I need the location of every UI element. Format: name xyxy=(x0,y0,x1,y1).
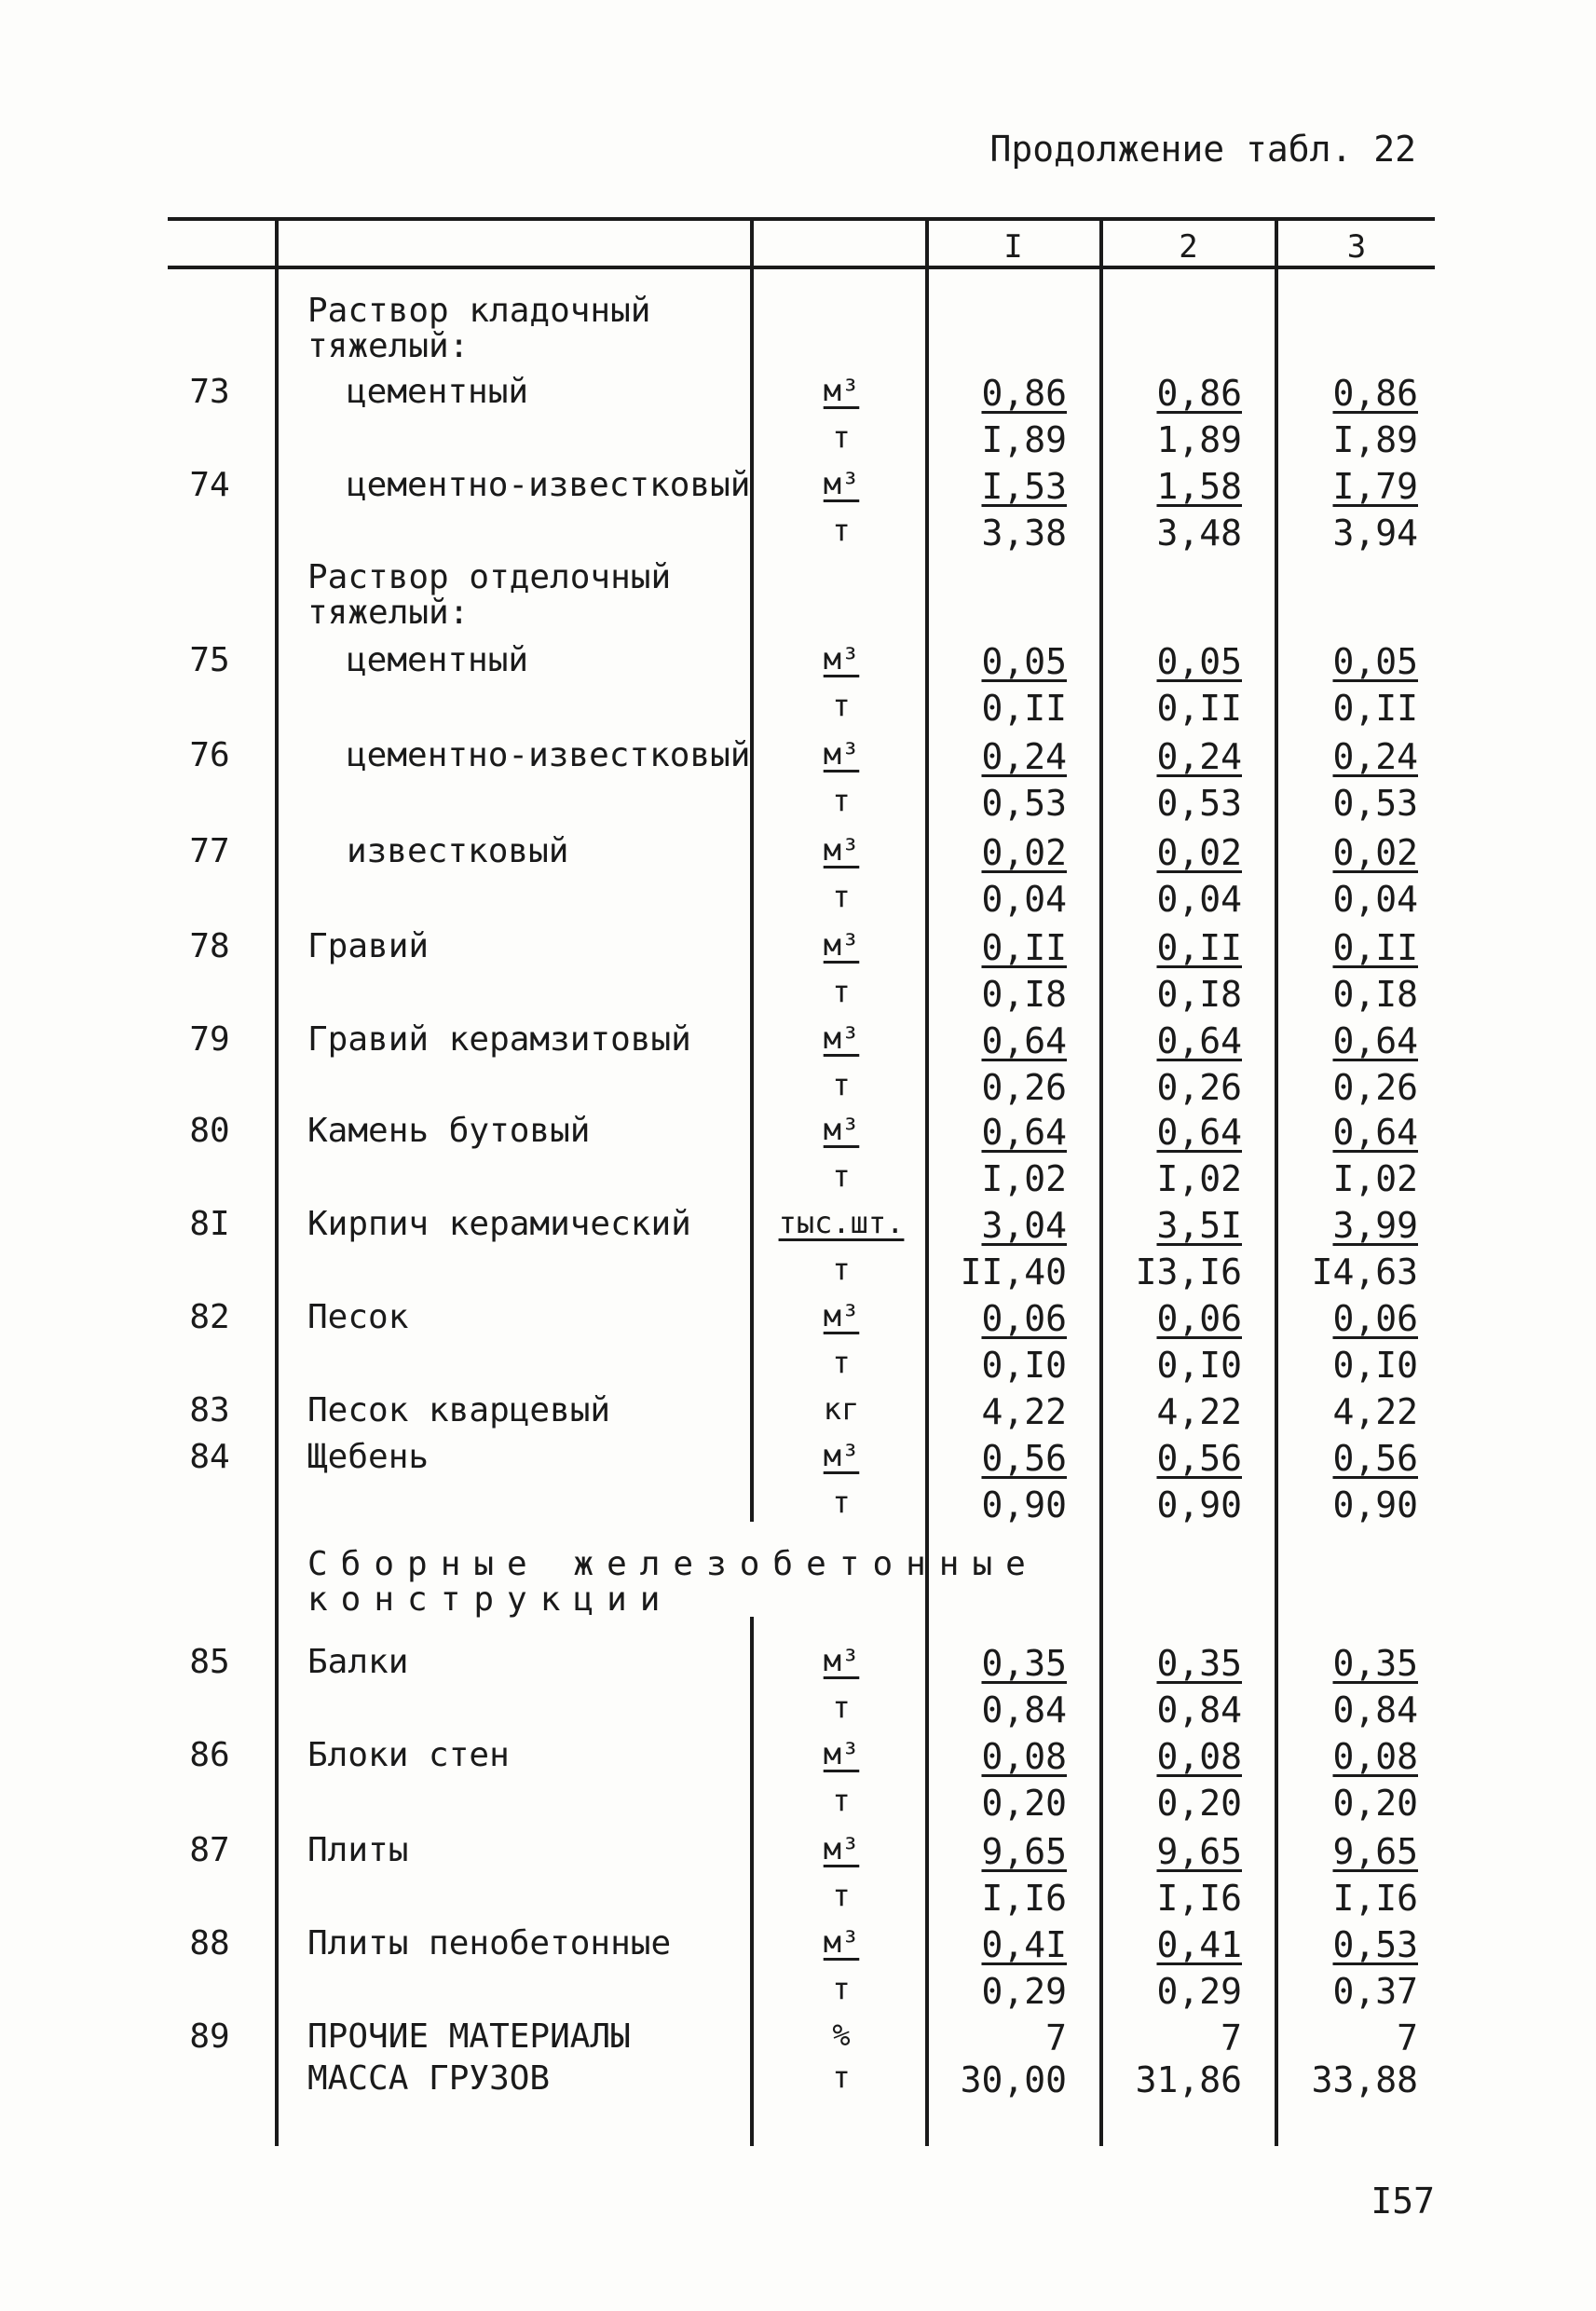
value-cell-1: 30,00 xyxy=(960,2059,1067,2100)
value-cell-1: 0,56 xyxy=(981,1438,1067,1479)
unit-cell xyxy=(762,1391,921,1427)
value-cell-2: 0,24 xyxy=(1156,736,1242,777)
unit-cell xyxy=(762,1345,921,1380)
row-number: 8I xyxy=(189,1205,230,1243)
value-cell-1: I,89 xyxy=(981,419,1067,460)
material-name: известковый xyxy=(347,832,569,870)
value-cell-3: 0,84 xyxy=(1332,1689,1418,1730)
value-cell-3: I,I6 xyxy=(1332,1878,1418,1919)
value-cell-1: 0,53 xyxy=(981,783,1067,824)
column-header-2: 2 xyxy=(1179,228,1198,266)
table-header-rule xyxy=(168,266,1435,269)
value-cell-3: 0,02 xyxy=(1332,832,1418,873)
value-cell-3: I,02 xyxy=(1332,1158,1418,1199)
value-cell-1: I,I6 xyxy=(981,1878,1067,1919)
unit-cell xyxy=(762,1924,921,1960)
value-cell-1: II,40 xyxy=(960,1251,1067,1292)
unit-label: м³ xyxy=(823,1831,860,1867)
unit-label: т xyxy=(832,879,851,914)
value-cell-2: 0,29 xyxy=(1156,1971,1242,2012)
value-cell-1: 7 xyxy=(1045,2017,1067,2058)
unit-cell xyxy=(762,373,921,408)
value-cell-2: 0,90 xyxy=(1156,1484,1242,1525)
value-cell-2: 0,I8 xyxy=(1156,974,1242,1015)
unit-cell xyxy=(762,1484,921,1520)
value-cell-1: 0,I8 xyxy=(981,974,1067,1015)
page-number: I57 xyxy=(1371,2181,1435,2222)
row-number: 83 xyxy=(189,1391,230,1429)
value-cell-3: I,79 xyxy=(1332,466,1418,507)
value-cell-2: I,02 xyxy=(1156,1158,1242,1199)
section-heading-masonry-mortar: Раствор кладочный тяжелый: xyxy=(307,292,651,365)
unit-label: т xyxy=(832,1689,851,1725)
unit-cell xyxy=(762,1878,921,1913)
row-number: 89 xyxy=(189,2017,230,2056)
value-cell-1: 0,I0 xyxy=(981,1345,1067,1386)
value-cell-1: 0,20 xyxy=(981,1783,1067,1824)
value-cell-2: 4,22 xyxy=(1156,1391,1242,1432)
value-cell-2: 0,53 xyxy=(1156,783,1242,824)
unit-cell xyxy=(762,466,921,501)
value-cell-2: 0,04 xyxy=(1156,879,1242,920)
unit-cell xyxy=(762,1067,921,1102)
column-rule xyxy=(750,1617,754,2146)
value-cell-1: 3,38 xyxy=(981,513,1067,554)
row-number: 77 xyxy=(189,832,230,870)
unit-label: т xyxy=(832,1971,851,2006)
unit-cell xyxy=(762,1112,921,1147)
value-cell-1: 0,4I xyxy=(981,1924,1067,1965)
value-cell-3: 0,06 xyxy=(1332,1298,1418,1339)
value-cell-2: 0,64 xyxy=(1156,1020,1242,1061)
value-cell-3: 0,90 xyxy=(1332,1484,1418,1525)
row-number: 78 xyxy=(189,927,230,965)
value-cell-1: 0,08 xyxy=(981,1736,1067,1777)
section-heading-finishing-mortar: Раствор отделочный тяжелый: xyxy=(307,558,672,632)
value-cell-1: 0,04 xyxy=(981,879,1067,920)
value-cell-2: 0,II xyxy=(1156,688,1242,729)
value-cell-2: 0,02 xyxy=(1156,832,1242,873)
material-name: Плиты xyxy=(307,1831,409,1869)
value-cell-3: 4,22 xyxy=(1332,1391,1418,1432)
unit-label: кг xyxy=(823,1391,860,1427)
unit-label: м³ xyxy=(823,1112,860,1147)
value-cell-2: 1,89 xyxy=(1156,419,1242,460)
row-number: 87 xyxy=(189,1831,230,1869)
value-cell-1: 0,86 xyxy=(981,373,1067,414)
unit-label: т xyxy=(832,419,851,455)
value-cell-2: 0,II xyxy=(1156,927,1242,968)
value-cell-2: 7 xyxy=(1221,2017,1242,2058)
unit-cell xyxy=(762,783,921,818)
unit-label: м³ xyxy=(823,1020,860,1056)
unit-cell xyxy=(762,1298,921,1333)
unit-cell xyxy=(762,1831,921,1867)
row-number: 75 xyxy=(189,641,230,679)
material-name: МАССА ГРУЗОВ xyxy=(307,2059,551,2098)
unit-label: т xyxy=(832,783,851,818)
unit-label: т xyxy=(832,1484,851,1520)
row-number: 86 xyxy=(189,1736,230,1774)
value-cell-3: 0,53 xyxy=(1332,1924,1418,1965)
row-number: 79 xyxy=(189,1020,230,1059)
row-number: 85 xyxy=(189,1643,230,1681)
unit-label: м³ xyxy=(823,466,860,501)
unit-cell xyxy=(762,1251,921,1287)
value-cell-1: 9,65 xyxy=(981,1831,1067,1872)
material-name: Блоки стен xyxy=(307,1736,510,1774)
value-cell-2: 9,65 xyxy=(1156,1831,1242,1872)
material-name: Гравий xyxy=(307,927,430,965)
row-number: 80 xyxy=(189,1112,230,1150)
value-cell-3: 0,08 xyxy=(1332,1736,1418,1777)
value-cell-1: 4,22 xyxy=(981,1391,1067,1432)
material-name: ПРОЧИЕ МАТЕРИАЛЫ xyxy=(307,2017,631,2056)
value-cell-2: 0,26 xyxy=(1156,1067,1242,1108)
unit-label: т xyxy=(832,1067,851,1102)
value-cell-3: I,89 xyxy=(1332,419,1418,460)
value-cell-1: 3,04 xyxy=(981,1205,1067,1246)
value-cell-2: I3,I6 xyxy=(1135,1251,1242,1292)
unit-cell xyxy=(762,1783,921,1818)
unit-label: т xyxy=(832,2059,851,2095)
material-name: цементный xyxy=(347,373,529,411)
unit-label: м³ xyxy=(823,736,860,772)
unit-cell xyxy=(762,513,921,548)
unit-label: м³ xyxy=(823,927,860,963)
value-cell-1: 0,02 xyxy=(981,832,1067,873)
value-cell-2: 0,20 xyxy=(1156,1783,1242,1824)
unit-cell xyxy=(762,1971,921,2006)
section-heading-precast-cont: конструкции xyxy=(307,1580,674,1619)
material-name: цементно-известковый xyxy=(347,466,751,504)
unit-label: % xyxy=(832,2017,851,2053)
value-cell-3: 0,35 xyxy=(1332,1643,1418,1684)
value-cell-1: I,53 xyxy=(981,466,1067,507)
value-cell-3: I4,63 xyxy=(1311,1251,1418,1292)
unit-cell xyxy=(762,1736,921,1771)
unit-cell xyxy=(762,974,921,1009)
material-name: цементный xyxy=(347,641,529,679)
value-cell-3: 0,24 xyxy=(1332,736,1418,777)
unit-cell xyxy=(762,1438,921,1473)
value-cell-3: 0,37 xyxy=(1332,1971,1418,2012)
column-header-3: 3 xyxy=(1346,228,1367,266)
value-cell-1: 0,II xyxy=(981,927,1067,968)
value-cell-2: I,I6 xyxy=(1156,1878,1242,1919)
value-cell-1: 0,II xyxy=(981,688,1067,729)
unit-cell xyxy=(762,2059,921,2095)
material-name: Гравий керамзитовый xyxy=(307,1020,691,1059)
value-cell-1: 0,26 xyxy=(981,1067,1067,1108)
unit-cell xyxy=(762,736,921,772)
value-cell-3: 3,99 xyxy=(1332,1205,1418,1246)
unit-cell xyxy=(762,641,921,677)
value-cell-3: 0,64 xyxy=(1332,1112,1418,1153)
value-cell-3: 33,88 xyxy=(1311,2059,1418,2100)
value-cell-3: 7 xyxy=(1397,2017,1418,2058)
value-cell-3: 0,86 xyxy=(1332,373,1418,414)
value-cell-3: 0,I8 xyxy=(1332,974,1418,1015)
value-cell-2: 0,I0 xyxy=(1156,1345,1242,1386)
material-name: Щебень xyxy=(307,1438,430,1476)
unit-label: т xyxy=(832,1783,851,1818)
unit-cell xyxy=(762,832,921,868)
unit-label: т xyxy=(832,974,851,1009)
unit-cell xyxy=(762,1020,921,1056)
table-top-rule xyxy=(168,217,1435,221)
material-name: Камень бутовый xyxy=(307,1112,591,1150)
unit-cell xyxy=(762,1158,921,1194)
column-header-1: I xyxy=(1003,228,1023,266)
value-cell-3: 3,94 xyxy=(1332,513,1418,554)
material-name: Плиты пенобетонные xyxy=(307,1924,672,1962)
unit-label: м³ xyxy=(823,832,860,868)
section-heading-precast: Сборные железобетонные xyxy=(307,1545,1039,1583)
value-cell-2: 0,64 xyxy=(1156,1112,1242,1153)
unit-label: м³ xyxy=(823,1924,860,1960)
value-cell-2: 1,58 xyxy=(1156,466,1242,507)
value-cell-2: 0,35 xyxy=(1156,1643,1242,1684)
value-cell-1: 0,05 xyxy=(981,641,1067,682)
value-cell-3: 0,53 xyxy=(1332,783,1418,824)
value-cell-3: 0,26 xyxy=(1332,1067,1418,1108)
unit-label: м³ xyxy=(823,1298,860,1333)
unit-cell xyxy=(762,688,921,723)
unit-label: м³ xyxy=(823,1736,860,1771)
value-cell-1: 0,24 xyxy=(981,736,1067,777)
material-name: Кирпич керамический xyxy=(307,1205,691,1243)
unit-label: т xyxy=(832,688,851,723)
unit-label: м³ xyxy=(823,1438,860,1473)
row-number: 74 xyxy=(189,466,230,504)
row-number: 76 xyxy=(189,736,230,774)
value-cell-2: 0,06 xyxy=(1156,1298,1242,1339)
unit-cell xyxy=(762,1689,921,1725)
row-number: 73 xyxy=(189,373,230,411)
unit-label: т xyxy=(832,1878,851,1913)
unit-cell xyxy=(762,419,921,455)
value-cell-3: 0,II xyxy=(1332,927,1418,968)
value-cell-2: 3,5I xyxy=(1156,1205,1242,1246)
value-cell-1: 0,06 xyxy=(981,1298,1067,1339)
unit-label: т xyxy=(832,513,851,548)
column-rule xyxy=(275,217,279,2146)
value-cell-3: 0,04 xyxy=(1332,879,1418,920)
value-cell-3: 0,20 xyxy=(1332,1783,1418,1824)
value-cell-1: I,02 xyxy=(981,1158,1067,1199)
material-name: Песок xyxy=(307,1298,409,1336)
unit-label: м³ xyxy=(823,641,860,677)
unit-label: т xyxy=(832,1345,851,1380)
unit-label: т xyxy=(832,1251,851,1287)
value-cell-2: 31,86 xyxy=(1135,2059,1242,2100)
value-cell-2: 0,84 xyxy=(1156,1689,1242,1730)
value-cell-3: 0,II xyxy=(1332,688,1418,729)
material-name: Песок кварцевый xyxy=(307,1391,611,1429)
value-cell-3: 0,05 xyxy=(1332,641,1418,682)
value-cell-3: 9,65 xyxy=(1332,1831,1418,1872)
value-cell-3: 0,56 xyxy=(1332,1438,1418,1479)
row-number: 84 xyxy=(189,1438,230,1476)
value-cell-3: 0,64 xyxy=(1332,1020,1418,1061)
value-cell-2: 0,86 xyxy=(1156,373,1242,414)
value-cell-1: 0,35 xyxy=(981,1643,1067,1684)
value-cell-1: 0,64 xyxy=(981,1112,1067,1153)
unit-cell xyxy=(762,927,921,963)
value-cell-2: 0,08 xyxy=(1156,1736,1242,1777)
unit-cell xyxy=(762,1643,921,1678)
table-caption: Продолжение табл. 22 xyxy=(989,129,1416,170)
value-cell-1: 0,29 xyxy=(981,1971,1067,2012)
unit-label: тыс.шт. xyxy=(778,1205,905,1240)
column-rule xyxy=(750,217,754,1522)
unit-label: м³ xyxy=(823,1643,860,1678)
unit-cell xyxy=(762,2017,921,2053)
unit-cell xyxy=(762,879,921,914)
value-cell-2: 0,05 xyxy=(1156,641,1242,682)
value-cell-1: 0,64 xyxy=(981,1020,1067,1061)
material-name: цементно-известковый xyxy=(347,736,751,774)
unit-cell xyxy=(762,1205,921,1240)
value-cell-3: 0,I0 xyxy=(1332,1345,1418,1386)
material-name: Балки xyxy=(307,1643,409,1681)
unit-label: т xyxy=(832,1158,851,1194)
value-cell-2: 0,56 xyxy=(1156,1438,1242,1479)
value-cell-2: 3,48 xyxy=(1156,513,1242,554)
value-cell-1: 0,90 xyxy=(981,1484,1067,1525)
row-number: 82 xyxy=(189,1298,230,1336)
row-number: 88 xyxy=(189,1924,230,1962)
value-cell-2: 0,41 xyxy=(1156,1924,1242,1965)
value-cell-1: 0,84 xyxy=(981,1689,1067,1730)
unit-label: м³ xyxy=(823,373,860,408)
